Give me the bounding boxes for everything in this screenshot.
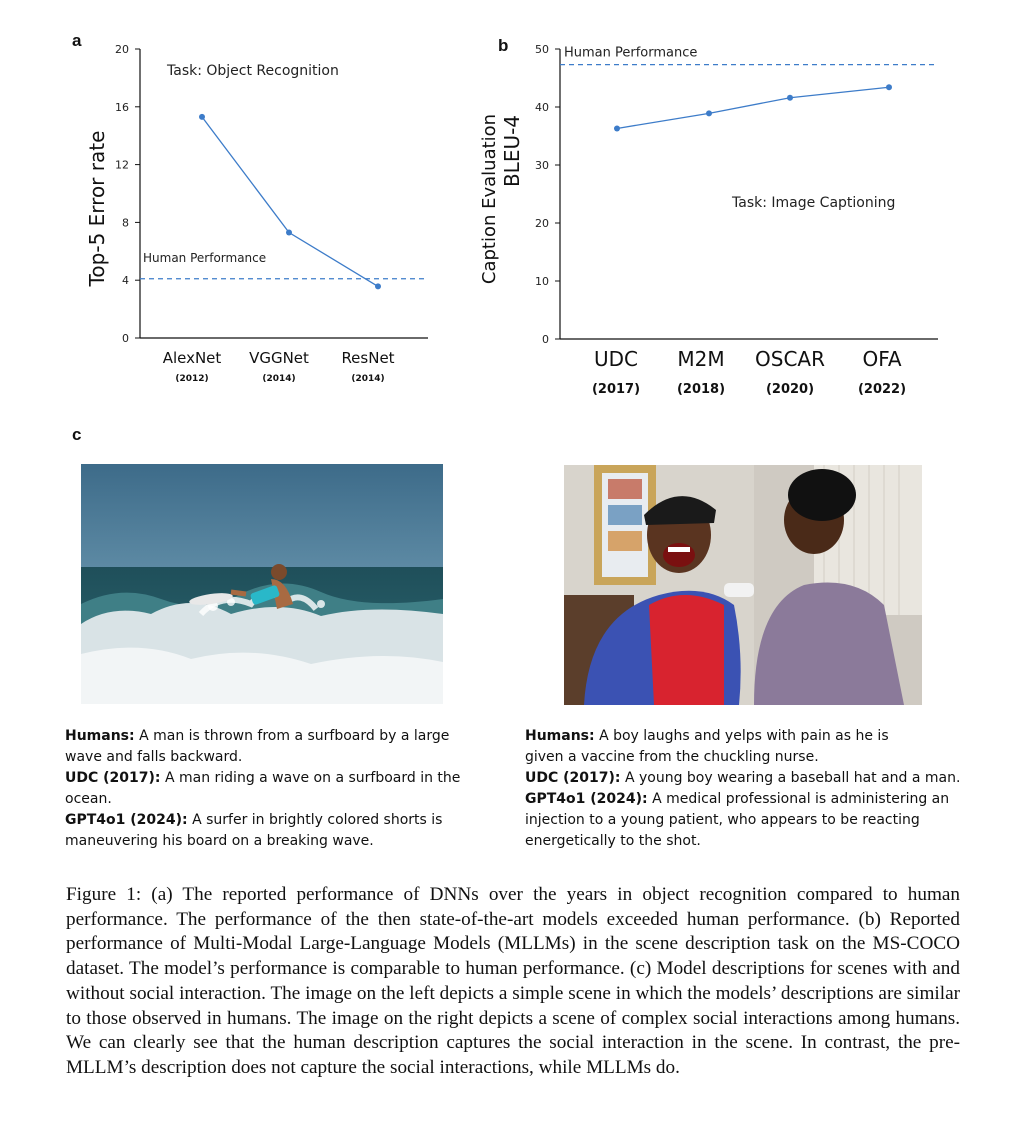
surfer-photo [81,464,443,704]
y-tick-label: 16 [115,100,129,114]
y-axis-label-line2: BLEU-4 [500,114,524,188]
task-label: Task: Image Captioning [732,195,896,211]
x-tick-year: (2020) [765,382,815,397]
vaccine-photo [564,465,922,705]
y-tick-label: 0 [122,332,129,345]
caption-right-udc [525,768,970,789]
x-tick-year: (2014) [351,374,385,384]
caption-right-humans [525,726,895,768]
series-line [617,87,889,128]
x-tick-label: OSCAR [755,347,825,371]
y-tick-label: 8 [122,216,129,230]
caption-label: UDC (2017): [525,770,621,786]
x-tick-year: (2017) [591,382,641,397]
x-tick-label: AlexNet [162,349,222,367]
data-point [614,125,620,131]
y-tick-label: 40 [535,101,549,114]
data-point [886,84,892,90]
panel-label-c: c [72,425,82,444]
caption-label: Humans: [65,728,135,744]
y-axis-label: Top-5 Error rate [85,130,109,287]
data-point [706,110,712,116]
caption-block-left [65,726,465,852]
x-tick-label: UDC [593,347,639,371]
caption-label: GPT4o1 (2024): [525,791,648,807]
y-tick-label: 12 [115,158,129,172]
figure-caption: Figure 1: (a) The reported performance of DNNs over the years in object recognition compared to human performance. The performance of the then state-of-the-art models exceeded human performance. (b) Reported performance of Multi-Modal Large-Language Models (MLLMs) in the scene description task on the MS-COCO dataset. The model’s performance is comparable to human performance. (c) Model descriptions for scenes with and without social interaction. The image on the left depicts a simple scene in which the models’ descriptions are similar to those observed in humans. The image on the right depicts a scene of complex social interactions among humans. We can clearly see that the human description captures the social interaction in the scene. In contrast, the pre-MLLM’s description does not capture the social interactions, while MLLMs do. [66,884,960,1078]
panel-label-a: a [72,31,82,50]
caption-left-humans [65,726,465,768]
caption-text: A boy laughs and yelps with pain as he is given a vaccine from the chuckling nurse. [525,728,889,765]
x-tick-label: ResNet [341,349,395,367]
x-tick-year: (2018) [676,382,726,397]
x-tick-year: (2012) [175,374,209,384]
panel-label-b: b [498,36,509,55]
caption-label: GPT4o1 (2024): [65,812,188,828]
caption-text: A man is thrown from a surfboard by a large wave and falls backward. [65,728,450,765]
human-performance-label: Human Performance [564,45,698,61]
y-tick-label: 0 [542,333,549,346]
y-tick-label: 50 [535,43,549,56]
x-tick-label: VGGNet [249,349,309,367]
caption-label: Humans: [525,728,595,744]
x-tick-label: M2M [677,347,725,371]
chart-b-image-captioning [0,0,1025,400]
y-axis-label-line1: Caption Evaluation [479,113,500,285]
x-tick-year: (2022) [857,382,907,397]
data-point [787,95,793,101]
caption-label: UDC (2017): [65,770,161,786]
caption-text: A surfer in brightly colored shorts is maneuvering his board on a breaking wave. [65,812,443,849]
caption-block-right [525,726,970,852]
y-tick-label: 20 [535,217,549,230]
caption-left-gpt [65,810,465,852]
caption-right-gpt [525,789,970,852]
x-tick-label: OFA [862,347,902,371]
caption-left-udc [65,768,465,810]
y-tick-label: 4 [122,274,129,288]
y-tick-label: 10 [535,275,549,288]
human-performance-label: Human Performance [143,250,267,265]
task-label: Task: Object Recognition [167,63,339,79]
caption-text: A medical professional is administering an injection to a young patient, who appears to be reacting energetically to the shot. [525,791,950,849]
x-tick-year: (2014) [262,374,296,384]
caption-text: A man riding a wave on a surfboard in the ocean. [65,770,461,807]
caption-text: A young boy wearing a baseball hat and a man. [620,770,961,786]
y-tick-label: 20 [115,43,129,56]
y-tick-label: 30 [535,159,549,172]
